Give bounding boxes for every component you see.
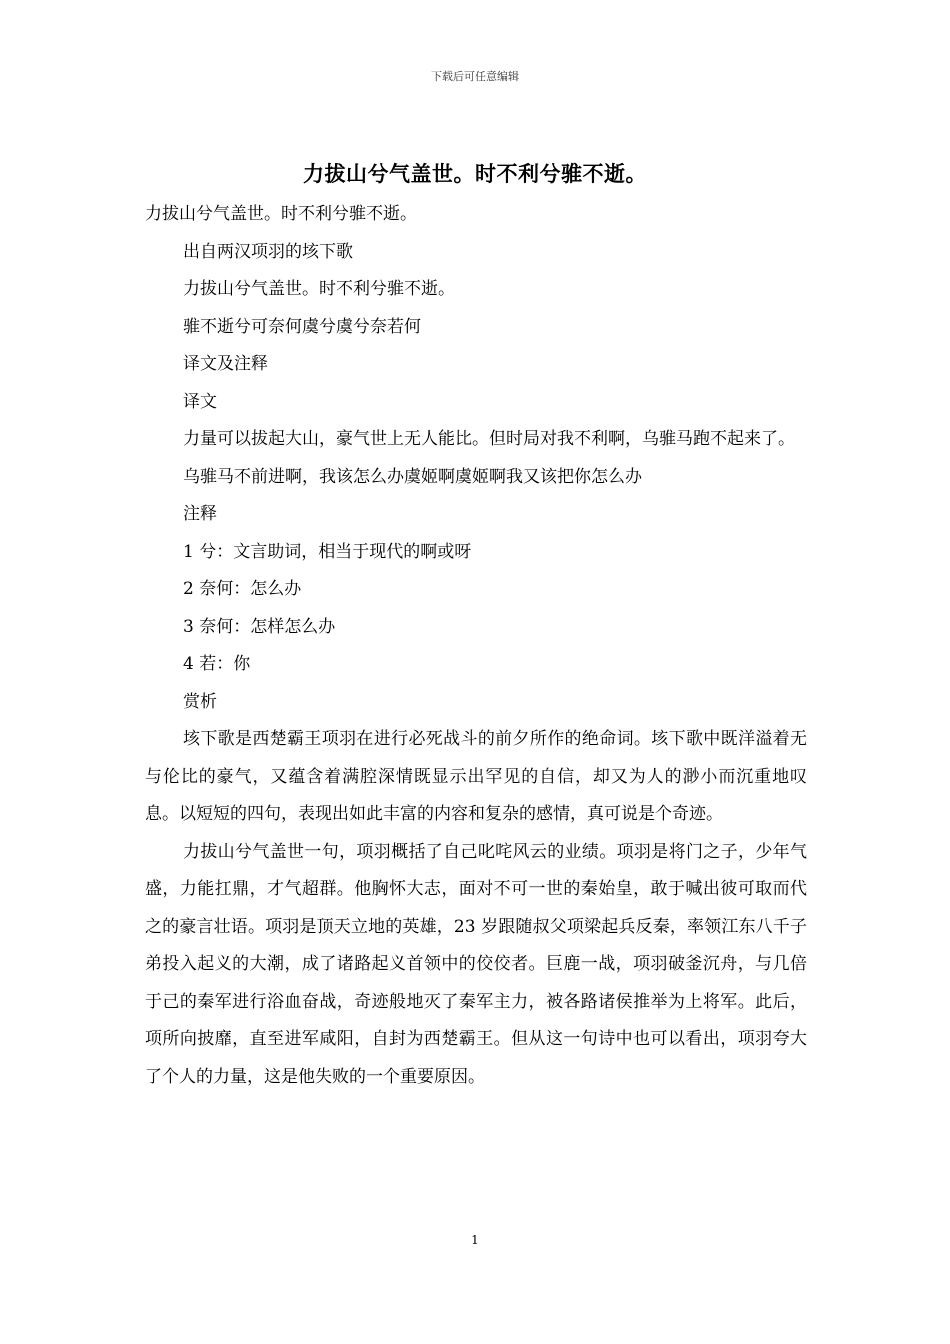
section-heading: 赏析 — [183, 691, 217, 712]
section-heading: 注释 — [183, 504, 217, 524]
note-item: 3 奈何：怎样怎么办 — [183, 616, 336, 637]
page-number: 1 — [471, 1233, 479, 1247]
text-line: 乌骓马不前进啊，我该怎么办虞姬啊虞姬啊我又该把你怎么办 — [183, 466, 642, 487]
text-line: 力拔山兮气盖世。时不利兮骓不逝。 — [145, 204, 417, 224]
document-body — [145, 196, 807, 1096]
text-line: 出自两汉项羽的垓下歌 — [183, 241, 353, 262]
header-note: 下载后可任意编辑 — [431, 70, 519, 83]
paragraph-translation: 力量可以拔起大山，豪气世上无人能比。但时局对我不利啊，乌骓马跑不起来了。 — [183, 429, 795, 449]
text-line: 骓不逝兮可奈何虞兮虞兮奈若何 — [183, 316, 421, 337]
note-item: 4 若：你 — [183, 654, 251, 674]
paragraph-appreciation-1: 垓下歌是西楚霸王项羽在进行必死战斗的前夕所作的绝命词。垓下歌中既洋溢着无与伦比的豪气，又蕴含着满腔深情既显示出罕见的自信，却又为人的渺小而沉重地叹息。以短短的四句，表现出如此丰富的内容和复杂的感情，真可说是个奇迹。 — [145, 729, 807, 824]
paragraph-appreciation-2: 力拔山兮气盖世一句，项羽概括了自己叱咤风云的业绩。项羽是将门之子，少年气盛，力能扛鼎，才气超群。他胸怀大志，面对不可一世的秦始皇，敢于喊出彼可取而代之的豪言壮语。项羽是顶天立地的英雄，23 岁跟随叔父项梁起兵反秦，率领江东八千子弟投入起义的大潮，成了诸路起义首领中的佼佼者。巨鹿一战，项羽破釜沉舟，与几倍于己的秦军进行浴血奋战，奇迹般地灭了秦军主力，被各路诸侯推举为上将军。此后，项所向披靡，直至进军咸阳，自封为西楚霸王。但从这一句诗中也可以看出，项羽夸大了个人的力量，这是他失败的一个重要原因。 — [145, 841, 807, 1087]
text-line: 力拔山兮气盖世。时不利兮骓不逝。 — [183, 279, 455, 299]
section-heading: 译文 — [183, 391, 217, 412]
note-item: 1 兮：文言助词，相当于现代的啊或呀 — [183, 541, 472, 562]
note-item: 2 奈何：怎么办 — [183, 579, 302, 599]
section-heading: 译文及注释 — [183, 354, 268, 374]
page-title: 力拔山兮气盖世。时不利兮骓不逝。 — [303, 162, 647, 186]
